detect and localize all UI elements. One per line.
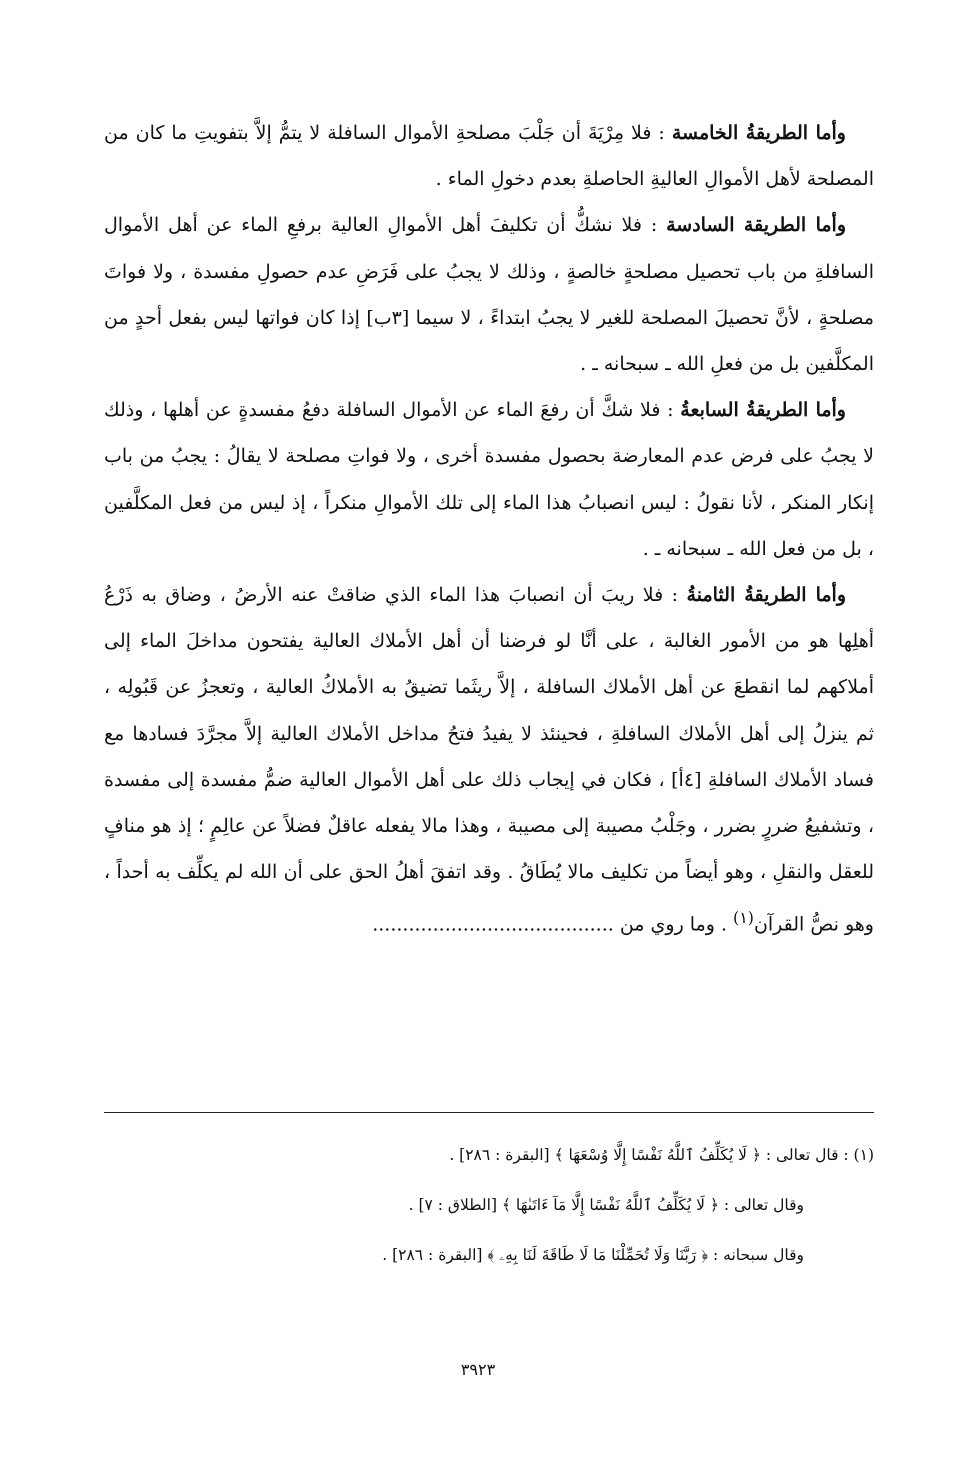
footnote-separator (104, 1112, 874, 1113)
footnote-1: (١) : قال تعالى : ﴿ لَا يُكَلِّفُ ٱللَّهُ نَفْسًا إِلَّا وُسْعَهَا ﴾ [البقرة : ٢٨٦] . (449, 1146, 874, 1164)
paragraph-heading: وأما الطريقة السادسة (666, 214, 846, 237)
paragraph-sixth-method (104, 202, 874, 387)
paragraph-text: : فلا نشكُّ أن تكليفَ أهل الأموالِ العالية برفعِ الماء عن أهل الأموال السافلةِ من باب تحصيل مصلحةٍ خالصةٍ ، وذلك لا يجبُ على فَرَضِ عدم حصولِ مفسدة ، ولا فواتَ مصلحةٍ ، لأنَّ تحصيلَ المصلحة للغير لا يجبُ ابتداءً ، لا سيما [٣ب] إذا كان فواتها ليس بفعل أحدٍ من المكلَّفين بل من فعلِ الله ـ سبحانه ـ . (104, 214, 874, 376)
paragraph-heading: وأما الطريقةُ السابعةُ (680, 399, 846, 422)
footnotes (104, 1130, 874, 1280)
paragraph-tail: . وما روي من ........................................ (372, 913, 734, 936)
page-number: ٣٩٢٣ (460, 1360, 496, 1379)
paragraph-heading: وأما الطريقةُ الخامسة (671, 122, 846, 144)
paragraph-fifth-method (104, 110, 874, 202)
paragraph-text: : فلا مِرْيَةَ أن جَلْبَ مصلحةِ الأموال السافلة لا يتمُّ إلاَّ بتفويتِ ما كان من المصلحة لأهل الأموالِ العاليةِ الحاصلةِ بعدم دخولِ الماء . (104, 122, 874, 191)
paragraph-heading: وأما الطريقةُ الثامنةُ (686, 584, 847, 607)
paragraph-seventh-method (104, 387, 874, 572)
main-text (104, 110, 874, 948)
paragraph-text: : فلا ريبَ أن انصبابَ هذا الماء الذي ضاقتْ عنه الأرضُ ، وضاق به ذَرْعُ أهلِها هو من الأمور الغالبة ، على أنَّا لو فرضنا أن أهل الأملاك العالية يفتحون مداخلَ الماء إلى أملاكهم لما انقطعَ عن أهل الأملاك السافلة ، إلاَّ ريثَما تضيقُ به الأملاكُ العالية ، وتعجزُ عن قَبُولِه ، ثم ينزلُ إلى أهل الأملاك السافلةِ ، فحينئذ لا يفيدُ فتحُ مداخل الأملاك العالية إلاَّ مجرَّدَ فسادها مع فساد الأملاك السافلةِ [٤أ] ، فكان في إيجاب ذلك على أهل الأموال العالية ضمُّ مفسدة إلى مفسدة ، وتشفيعُ ضررٍ بضرر ، وجَلْبُ مصيبة إلى مصيبة ، وهذا مالا يفعله عاقلٌ فضلاً عن عالِمٍ ؛ إذ هو منافٍ للعقل والنقلِ ، وهو أيضاً من تكليف مالا يُطَاقُ . وقد اتفقَ أهلُ الحق على أن الله لم يكلِّف به أحداً ، وهو نصُّ القرآن (104, 584, 875, 936)
footnote-reference: (١) (733, 908, 754, 928)
footnote-1-continuation-b: وقال سبحانه : ﴿ رَبَّنَا وَلَا تُحَمِّلْنَا مَا لَا طَاقَةَ لَنَا بِهِۦ ﴾ [البقرة : ٢٨٦] . (382, 1246, 804, 1264)
footnote-1-continuation-a: وقال تعالى : ﴿ لَا يُكَلِّفُ ٱللَّهُ نَفْسًا إِلَّا مَآ ءَاتَىٰهَا ﴾ [الطلاق : ٧] . (408, 1196, 804, 1214)
paragraph-text: : فلا شكَّ أن رفعَ الماء عن الأموال السافلة دفعُ مفسدةٍ عن أهلها ، وذلك لا يجبُ على فرض عدم المعارضة بحصول مفسدة أخرى ، ولا فواتِ مصلحة لا يقالُ : يجبُ من باب إنكار المنكر ، لأنا نقولُ : ليس انصبابُ هذا الماء إلى تلك الأموالِ منكراً ، إذ ليس من فعل المكلَّفين ، بل من فعل الله ـ سبحانه ـ . (104, 399, 874, 560)
paragraph-eighth-method (104, 572, 874, 948)
